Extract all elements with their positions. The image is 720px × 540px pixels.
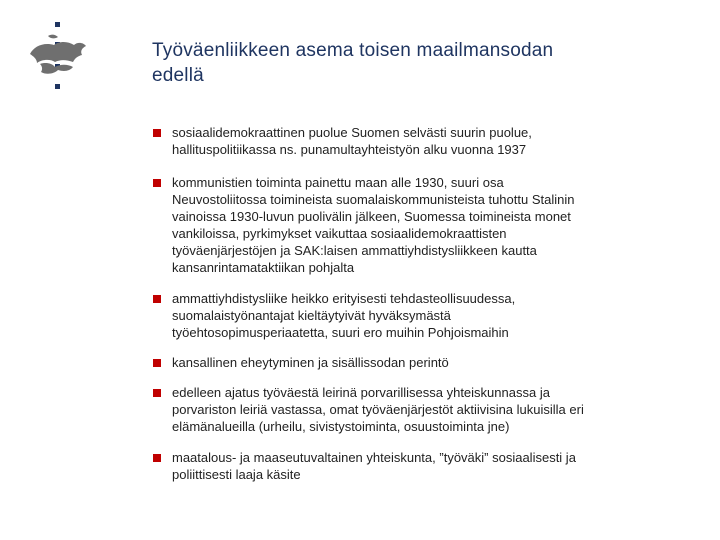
- bullet-marker-icon: [153, 179, 161, 187]
- bullet-marker-icon: [153, 129, 161, 137]
- bullet-item: [152, 174, 692, 276]
- bullet-item: [152, 290, 692, 341]
- bullet-item: [152, 124, 692, 158]
- bullet-list: [152, 124, 692, 483]
- bullet-item: [152, 449, 692, 483]
- bullet-text: maatalous- ja maaseutuvaltainen yhteiskunta, ”työväki” sosiaalisesti ja poliittisesti laaja käsite: [172, 450, 576, 482]
- title-line-1: Työväenliikkeen asema toisen maailmansodan: [152, 40, 554, 61]
- bullet-text: sosiaalidemokraattinen puolue Suomen selvästi suurin puolue, hallituspolitiikassa ns. punamultayhteistyön alku vuonna 1937: [172, 125, 532, 157]
- bullet-item: [152, 384, 692, 435]
- bullet-item: [152, 354, 692, 371]
- page-title: [152, 38, 692, 88]
- bullet-marker-icon: [153, 359, 161, 367]
- bullet-text: kommunistien toiminta painettu maan alle 1930, suuri osa Neuvostoliitossa toimineista suomalaiskommunisteista tuhottu Stalinin vainoissa 1930-luvun puolivälin jälkeen, Suomessa toimineista monet vankiloissa, pyrkimykset vaikuttaa sosiaalidemokraattisten työväenjärjestöjen ja SAK:laisen ammattiyhdistysliikkeen kautta kansanrintamataktiikan pohjalta: [172, 175, 575, 275]
- bullet-marker-icon: [153, 389, 161, 397]
- title-line-2: edellä: [152, 65, 204, 86]
- bullet-text: ammattiyhdistysliike heikko erityisesti tehdasteollisuudessa, suomalaistyönantajat kieltäytyivät hyväksymästä työehtosopimusperiaatetta, suuri ero muihin Pohjoismaihin: [172, 291, 516, 340]
- bullet-marker-icon: [153, 295, 161, 303]
- bullet-text: kansallinen eheytyminen ja sisällissodan perintö: [172, 355, 449, 370]
- university-logo-icon: [20, 20, 92, 98]
- bullet-marker-icon: [153, 454, 161, 462]
- bullet-text: edelleen ajatus työväestä leirinä porvarillisessa yhteiskunnassa ja porvariston leiriä vastassa, omat työväenjärjestöt aktiivisina lukuisilla eri elämänalueilla (urheilu, sivistystoiminta, osuustoiminta jne): [172, 385, 584, 434]
